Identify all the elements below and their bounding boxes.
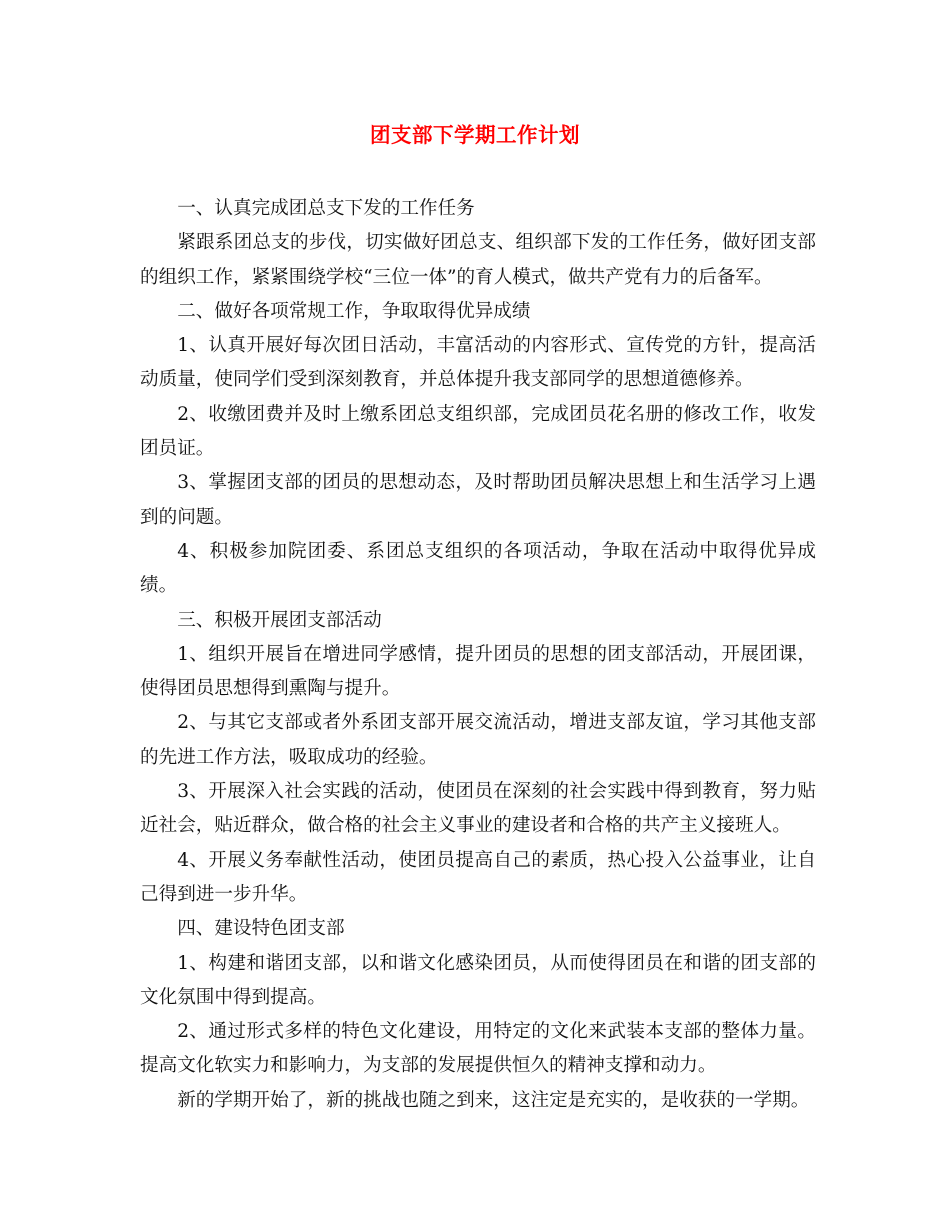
section-heading-2: 二、做好各项常规工作，争取取得优异成绩 (177, 300, 531, 322)
paragraph: 4、开展义务奉献性活动，使团员提高自己的素质，热心投入公益事业，让自己得到进一步升华。 (140, 849, 816, 905)
closing-paragraph: 新的学期开始了，新的挑战也随之到来，这注定是充实的，是收获的一学期。 (177, 1089, 810, 1111)
section-heading-1: 一、认真完成团总支下发的工作任务 (177, 198, 475, 219)
paragraph: 3、开展深入社会实践的活动，使团员在深刻的社会实践中得到教育，努力贴近社会，贴近群众，做合格的社会主义事业的建设者和合格的共产主义接班人。 (140, 781, 816, 837)
paragraph: 3、掌握团支部的团员的思想动态，及时帮助团员解决思想上和生活学习上遇到的问题。 (140, 472, 816, 528)
paragraph: 1、构建和谐团支部，以和谐文化感染团员，从而使得团员在和谐的团支部的文化氛围中得到提高。 (140, 952, 816, 1008)
paragraph: 1、认真开展好每次团日活动，丰富活动的内容形式、宣传党的方针，提高活动质量，使同学们受到深刻教育，并总体提升我支部同学的思想道德修养。 (140, 335, 816, 391)
paragraph: 2、通过形式多样的特色文化建设，用特定的文化来武装本支部的整体力量。提高文化软实力和影响力，为支部的发展提供恒久的精神支撑和动力。 (140, 1021, 816, 1077)
section-heading-4: 四、建设特色团支部 (177, 918, 345, 940)
paragraph: 2、收缴团费并及时上缴系团总支组织部，完成团员花名册的修改工作，收发团员证。 (140, 403, 816, 460)
paragraph: 1、组织开展旨在增进同学感情，提升团员的思想的团支部活动，开展团课，使得团员思想得到熏陶与提升。 (140, 643, 816, 700)
section-heading-3: 三、积极开展团支部活动 (177, 609, 382, 631)
paragraph: 紧跟系团总支的步伐，切实做好团总支、组织部下发的工作任务，做好团支部的组织工作，紧紧围绕学校“三位一体”的育人模式，做共产党有力的后备军。 (140, 232, 816, 288)
paragraph: 4、积极参加院团委、系团总支组织的各项活动，争取在活动中取得优异成绩。 (140, 540, 816, 597)
document-body (140, 192, 816, 1118)
document-title: 团支部下学期工作计划 (370, 123, 580, 147)
paragraph: 2、与其它支部或者外系团支部开展交流活动，增进支部友谊，学习其他支部的先进工作方法，吸取成功的经验。 (140, 712, 816, 768)
